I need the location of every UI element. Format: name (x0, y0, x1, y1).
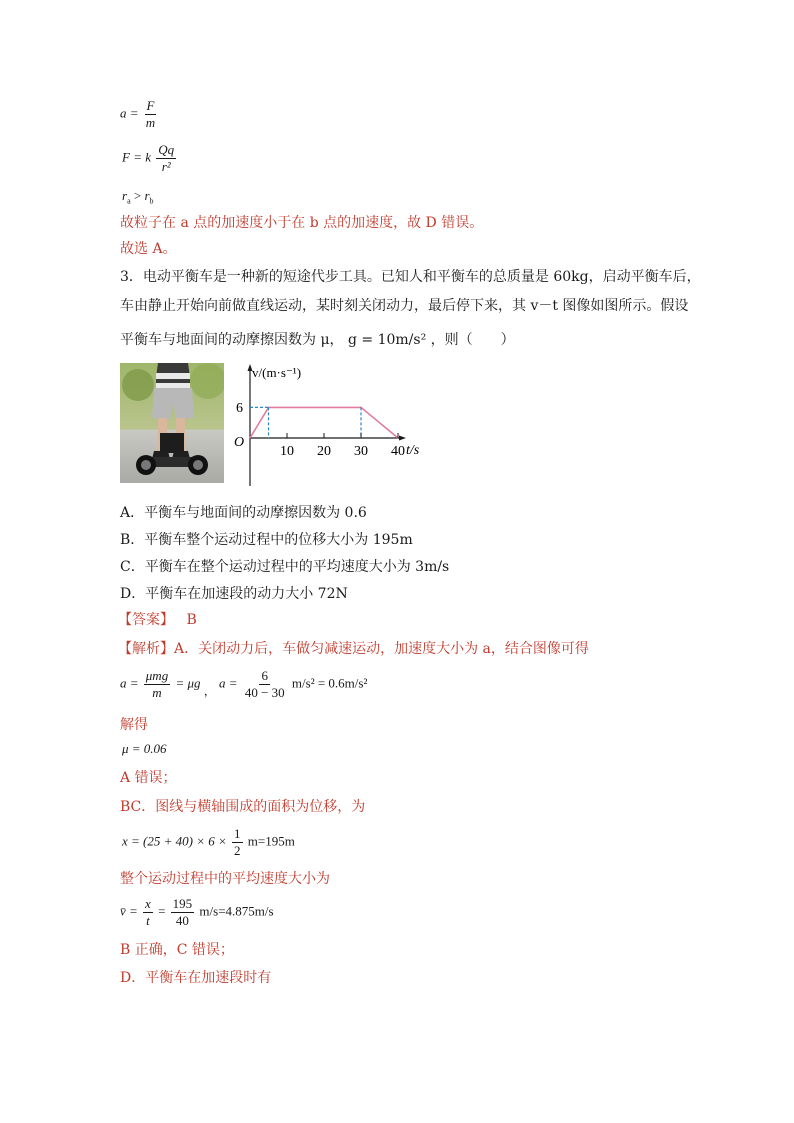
fraction (144, 98, 157, 131)
formula-r-compare (122, 188, 154, 206)
eq-tail: m=195m (247, 833, 295, 849)
option-a: A．平衡车与地面间的动摩擦因数为 0.6 (120, 505, 367, 521)
y-axis-label: v/(m·s⁻¹) (252, 365, 302, 380)
formula-lhs: F = k (122, 149, 151, 165)
analysis-line-1 (118, 639, 589, 659)
formula-a-F-over-m (120, 98, 159, 131)
denominator: r² (161, 159, 171, 174)
denominator: m (152, 685, 162, 700)
formula-lhs: a = (120, 105, 139, 121)
analysis-text: A．关闭动力后，车做匀减速运动，加速度大小为 a，结合图像可得 (174, 641, 589, 657)
a-wrong: A 错误； (120, 770, 177, 786)
numerator: μmg (145, 668, 169, 683)
y-tick-6: 6 (236, 401, 243, 416)
conclusion-d: 故粒子在 a 点的加速度小于在 b 点的加速度，故 D 错误。 (120, 215, 484, 231)
numerator: 1 (234, 826, 241, 841)
hoverboard-photo (120, 363, 224, 483)
avg-line: 整个运动过程中的平均速度大小为 (120, 871, 330, 887)
denominator: 2 (234, 843, 241, 858)
answer-label: 【答案】 (118, 612, 174, 628)
vt-graph (232, 362, 422, 487)
r-b: r (144, 188, 150, 203)
fraction (156, 142, 176, 175)
r-a: r (122, 188, 128, 203)
fraction-195-over-40 (171, 896, 195, 929)
option-d: D．平衡车在加速段的动力大小 72N (120, 586, 348, 602)
equation-average-velocity (120, 896, 274, 929)
fraction-x-over-t (143, 896, 153, 929)
denominator: t (146, 913, 150, 928)
x-tick-label-20: 20 (317, 444, 331, 459)
numerator: F (146, 98, 155, 113)
subscript-a: a (127, 196, 131, 206)
equation-displacement (122, 826, 295, 859)
option-c: C．平衡车在整个运动过程中的平均速度大小为 3m/s (120, 559, 450, 575)
subscript-b: b (149, 196, 154, 206)
numerator: x (145, 896, 151, 911)
d-line: D．平衡车在加速段时有 (120, 970, 272, 986)
analysis-label: 【解析】 (118, 641, 174, 657)
option-b: B．平衡车整个运动过程中的位移大小为 195m (120, 532, 413, 548)
eq-lhs: v̄ = (120, 903, 138, 919)
origin-label: O (234, 435, 245, 450)
solve-label: 解得 (120, 717, 148, 733)
x-axis-arrow (399, 436, 406, 441)
b-correct: B 正确，C 错误； (120, 942, 234, 958)
eq-tail: m/s=4.875m/s (199, 903, 274, 919)
answer-value: B (186, 612, 197, 628)
eq-lhs: a = (120, 675, 139, 691)
x-tick-label-40: 40 (391, 444, 405, 459)
formula-coulomb (122, 142, 178, 175)
fraction-mu-mg-over-m (144, 668, 170, 701)
question-line-3: 平衡车与地面间的动摩擦因数为 μ， g = 10m/s² ，则（ ） (120, 332, 515, 348)
eq-mid: = μg (175, 675, 201, 691)
x-tick-label-30: 30 (354, 444, 368, 459)
numerator: 195 (172, 896, 193, 911)
question-line-1: 3．电动平衡车是一种新的短途代步工具。已知人和平衡车的总质量是 60kg，启动平衡车后， (120, 269, 701, 285)
answer-line (118, 610, 197, 630)
numerator: 6 (261, 668, 268, 683)
eq-lhs: x = (25 + 40) × 6 × (122, 833, 227, 849)
select-a: 故选 A。 (120, 241, 177, 257)
eq-tail: m/s² = 0.6m/s² (291, 675, 368, 691)
mu-result: μ = 0.06 (122, 741, 167, 756)
eq-separator: ， (203, 684, 216, 699)
eq-a2: a = (219, 675, 238, 691)
denominator: 40 (175, 913, 189, 928)
equation-deceleration (120, 668, 367, 701)
denominator: m (145, 115, 156, 130)
bc-line: BC．图线与横轴围成的面积为位移，为 (120, 799, 366, 815)
fraction-6-over-10 (243, 668, 287, 701)
x-tick-label-10: 10 (280, 444, 294, 459)
vt-graph-svg (232, 362, 422, 487)
x-axis-label: t/s (406, 443, 420, 458)
eq-equals: = (158, 903, 166, 919)
hoverboard-illustration (120, 363, 224, 483)
numerator: Qq (158, 142, 175, 157)
greater-than: > (133, 188, 142, 203)
question-line-2: 车由静止开始向前做直线运动，某时刻关闭动力，最后停下来，其 v－t 图像如图所示。假设 (120, 298, 689, 314)
fraction-half (232, 826, 243, 859)
denominator: 40 − 30 (244, 685, 285, 700)
